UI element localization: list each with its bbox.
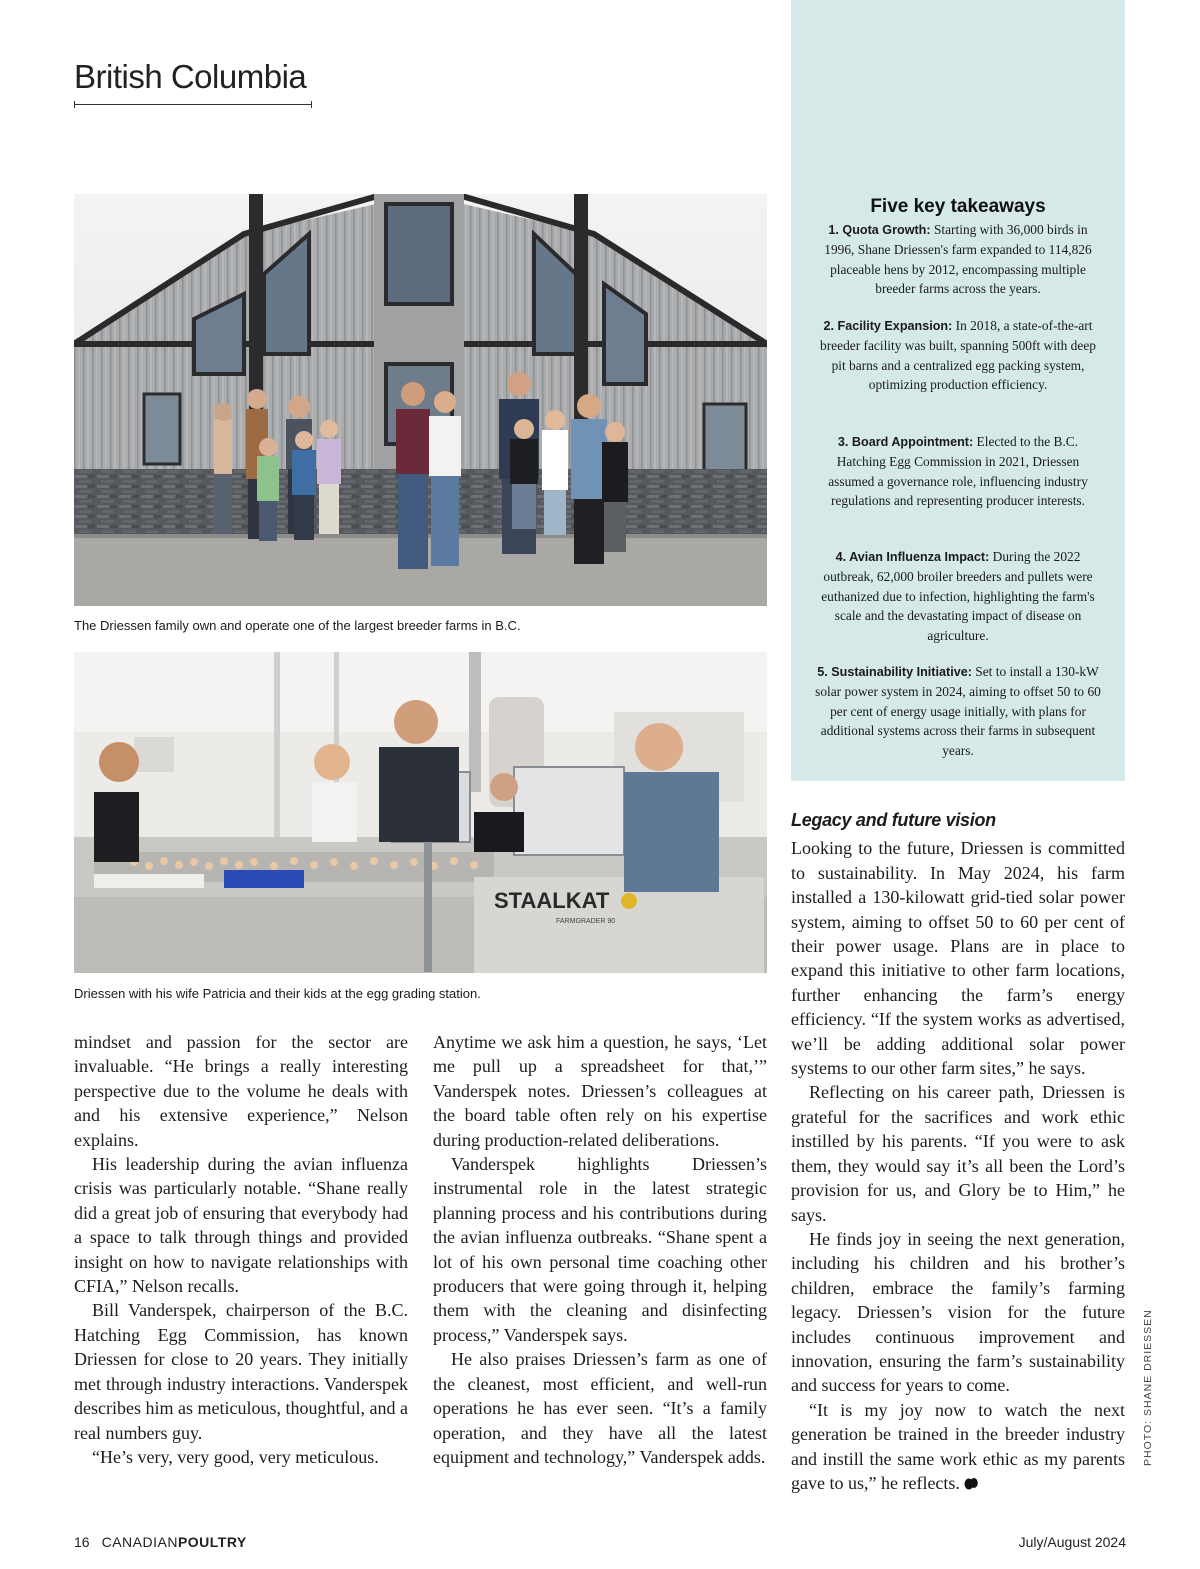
- article-paragraph: His leadership during the avian influenza crisis was particularly notable. “Shane really did a great job of ensuring that everybody had a space to talk through things and provided insight on how to navigate relationships with CFIA,” Nelson recalls.: [74, 1154, 408, 1297]
- section-title: British Columbia: [74, 58, 307, 95]
- magazine-name-light: CANADIAN: [101, 1534, 178, 1550]
- article-column-3: [791, 808, 1125, 1495]
- footer-left: [74, 1534, 247, 1550]
- article-paragraph: “He’s very, very good, very meticulous.: [92, 1446, 379, 1467]
- article-paragraph: Anytime we ask him a question, he says, ‘Let me pull up a spreadsheet for that,’” Vanderspek notes. Driessen’s colleagues at the board table often rely on his expertise during production-related deliberations.: [433, 1032, 767, 1150]
- article-paragraph: He also praises Driessen’s farm as one of the cleanest, most efficient, and well-run operations he has ever seen. “It’s a family operation, and they have all the latest equipment and technology,” Vanderspek adds.: [433, 1349, 767, 1467]
- takeaway-text: Elected to the B.C. Hatching Egg Commission in 2021, Driessen assumed a governance role, influencing industry regulations and representing producer interests.: [828, 434, 1088, 509]
- article-column-1: [74, 1030, 408, 1469]
- machine-brand: STAALKAT: [494, 888, 610, 913]
- section-subhead: Legacy and future vision: [791, 810, 996, 830]
- family-photo-illustration: [74, 194, 767, 606]
- sidebar-title: Five key takeaways: [870, 196, 1046, 217]
- takeaway-item: [813, 662, 1103, 760]
- article-paragraph: Vanderspek highlights Driessen’s instrumental role in the latest strategic planning process and his contributions during the avian influenza outbreaks. “Shane spent a lot of his own personal time coaching other producers that were going through it, helping them with the cleaning and disinfecting process,” Vanderspek says.: [433, 1154, 767, 1345]
- grading-photo-illustration: [74, 652, 767, 973]
- grading-photo: [74, 652, 767, 973]
- takeaway-heading: 4. Avian Influenza Impact:: [835, 550, 990, 564]
- takeaway-heading: 3. Board Appointment:: [837, 435, 974, 449]
- section-rule: [74, 104, 312, 105]
- takeaway-item: [813, 220, 1103, 299]
- article-column-2: [433, 1030, 767, 1469]
- article-paragraph: Reflecting on his career path, Driessen is grateful for the sacrifices and work ethic instilled by his parents. “If you were to ask them, they would say it’s all been the Lord’s provision for us, and Glory be to Him,” he says.: [791, 1082, 1125, 1225]
- family-photo-caption: The Driessen family own and operate one of the largest breeder farms in B.C.: [74, 618, 521, 633]
- magazine-name-bold: POULTRY: [177, 1534, 247, 1550]
- takeaway-item: [813, 432, 1103, 511]
- takeaway-text: Set to install a 130-kW solar power system in 2024, aiming to offset 50 to 60 per cent of energy usage initially, with plans for additional systems across their farms in subsequent years.: [815, 664, 1101, 758]
- takeaway-item: [813, 316, 1103, 395]
- takeaway-heading: 2. Facility Expansion:: [823, 319, 953, 333]
- article-paragraph: “It is my joy now to watch the next generation be trained in the breeder industry and instill the same work ethic as my parents gave to us,” he reflects.: [791, 1399, 1125, 1493]
- photo-credit: PHOTO: SHANE DRIESSEN: [1142, 1309, 1154, 1466]
- grading-photo-caption: Driessen with his wife Patricia and their kids at the egg grading station.: [74, 986, 481, 1001]
- page-number: 16: [74, 1534, 90, 1550]
- family-photo: [74, 194, 767, 606]
- article-paragraph: mindset and passion for the sector are invaluable. “He brings a really interesting perspective due to the volume he deals with and his extensive experience,” Nelson explains.: [74, 1032, 408, 1150]
- article-paragraph: Bill Vanderspek, chairperson of the B.C. Hatching Egg Commission, has known Driessen for close to 20 years. They initially met through industry interactions. Vanderspek describes him as meticulous, thoughtful, and a real numbers guy.: [74, 1300, 408, 1443]
- takeaway-text: During the 2022 outbreak, 62,000 broiler breeders and pullets were euthanized due to infection, highlighting the farm's scale and the devastating impact of disease on agriculture.: [821, 549, 1095, 643]
- article-paragraph: Looking to the future, Driessen is committed to sustainability. In May 2024, his farm installed a 130-kilowatt grid-tied solar power system, aiming to offset 50 to 60 per cent of their power usage. Plans are in place to expand this initiative to other farm locations, further enhancing the farm’s energy efficiency. “If the system works as advertised, we’ll be adding additional solar power systems to our other farm sites,” he says.: [791, 838, 1125, 1079]
- brand-globe-icon: [621, 893, 637, 909]
- takeaway-text: Starting with 36,000 birds in 1996, Shane Driessen's farm expanded to 114,826 placeable hens by 2012, encompassing multiple breeder farms across the years.: [824, 222, 1092, 297]
- machine-model: FARMGRADER 90: [556, 918, 616, 925]
- takeaway-heading: 5. Sustainability Initiative:: [817, 665, 972, 679]
- takeaway-heading: 1. Quota Growth:: [828, 223, 931, 237]
- end-of-article-icon: [964, 1476, 978, 1490]
- takeaway-text: In 2018, a state-of-the-art breeder facility was built, spanning 500ft with deep pit barns and a centralized egg packing system, optimizing production efficiency.: [820, 318, 1096, 393]
- takeaway-item: [813, 547, 1103, 645]
- issue-date: July/August 2024: [1018, 1534, 1126, 1550]
- article-paragraph: He finds joy in seeing the next generation, including his children and his brother’s children, embrace the family’s farming legacy. Driessen’s vision for the future includes continuous improvement and innovation, ensuring the farm’s sustainability and success for years to come.: [791, 1228, 1125, 1396]
- takeaways-sidebar: [791, 0, 1125, 781]
